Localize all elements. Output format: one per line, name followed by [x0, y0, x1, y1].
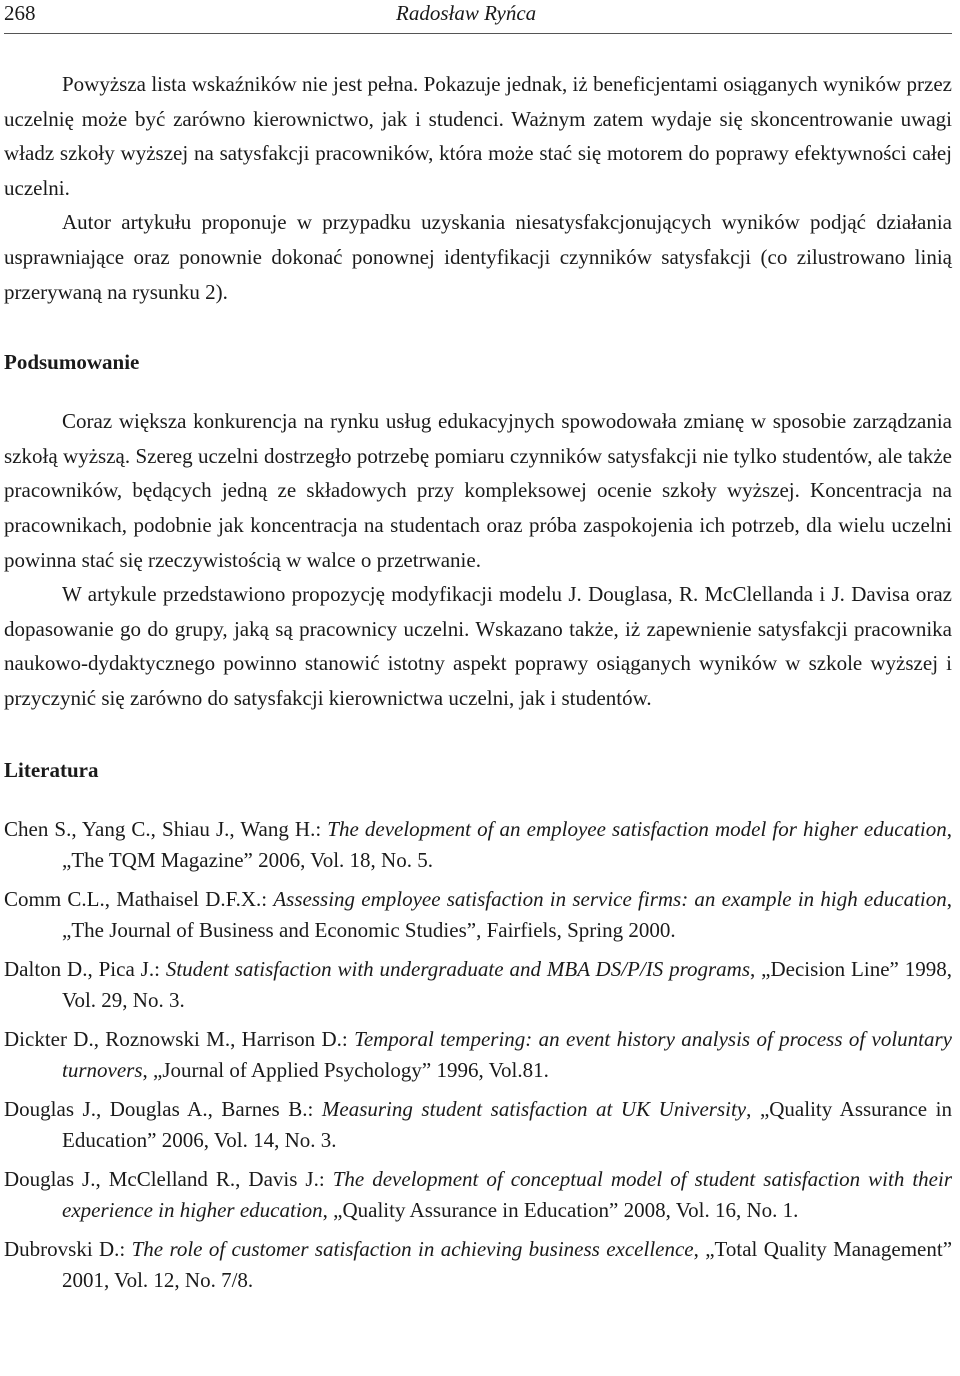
ref-title: Temporal tempering: an event history analysis of process of voluntary turnovers [62, 1026, 952, 1082]
ref-source: , „Total Quality Management” 2001, Vol. 12, No. 7/8. [62, 1236, 953, 1292]
summary-paragraph-1: Coraz większa konkurencja na rynku usług edukacyjnych spowodowała zmianę w sposobie zarządzania szkołą wyższą. Szereg uczelni dostrzegło potrzebę pomiaru czynników satysfakcji nie tylko studentów, ale także pracowników, będących jedną ze składowych przy kompleksowej ocenie szkoły wyższej. Koncentracja na pracownikach, podobnie jak koncentracja na studentach oraz próba zaspokojenia ich potrzeb, dla wielu uczelni powinna stać się rzeczywistością w walce o przetrwanie. [4, 409, 952, 572]
running-author: Radosław Ryńca [396, 1, 537, 25]
reference-item [4, 1094, 952, 1156]
ref-authors: Dickter D., Roznowski M., Harrison D.: [4, 1026, 355, 1051]
intro-paragraph-2: Autor artykułu proponuje w przypadku uzyskania niesatysfakcjonujących wyników podjąć działania usprawniające oraz ponownie dokonać ponownej identyfikacji czynników satysfakcji (co zilustrowano linią przerywaną na rysunku 2). [4, 210, 952, 304]
page [4, 0, 952, 1304]
ref-source: , „Quality Assurance in Education” 2008, Vol. 16, No. 1. [322, 1197, 799, 1222]
ref-source: , „The Journal of Business and Economic Studies”, Fairfiels, Spring 2000. [62, 886, 952, 942]
ref-title: The development of conceptual model of student satisfaction with their experience in higher education [62, 1166, 953, 1222]
ref-authors: Dalton D., Pica J.: [4, 956, 166, 981]
page-number: 268 [4, 1, 36, 25]
reference-item [4, 814, 952, 876]
reference-item [4, 954, 952, 1016]
ref-authors: Douglas J., McClelland R., Davis J.: [4, 1166, 333, 1191]
reference-item [4, 884, 952, 946]
reference-list [4, 814, 952, 1296]
ref-authors: Dubrovski D.: [4, 1236, 132, 1261]
ref-source: , „The TQM Magazine” 2006, Vol. 18, No. 5. [62, 816, 952, 872]
ref-authors: Douglas J., Douglas A., Barnes B.: [4, 1096, 322, 1121]
header-rule [4, 33, 952, 34]
summary-paragraph-2: W artykule przedstawiono propozycję modyfikacji modelu J. Douglasa, R. McClellanda i J. Davisa oraz dopasowanie go do grupy, jaką są pracownicy uczelni. Wskazano także, iż zapewnienie satysfakcji pracownika naukowo-dydaktycznego powinno stanowić istotny aspekt poprawy osiąganych wyników w szkole wyższej i przyczynić się zarówno do satysfakcji kierownictwa uczelni, jak i studentów. [4, 582, 952, 710]
ref-source: , „Journal of Applied Psychology” 1996, Vol.81. [142, 1057, 549, 1082]
ref-authors: Chen S., Yang C., Shiau J., Wang H.: [4, 816, 328, 841]
ref-title: Assessing employee satisfaction in service firms: an example in high education [273, 886, 947, 911]
running-header [4, 0, 952, 34]
ref-title: The development of an employee satisfaction model for higher education [327, 816, 947, 841]
intro-paragraph-1: Powyższa lista wskaźników nie jest pełna. Pokazuje jednak, iż beneficjentami osiąganych wyników przez uczelnię może być zarówno kierownictwo, jak i studenci. Ważnym zatem wydaje się skoncentrowanie uwagi władz szkoły wyższej na satysfakcji pracowników, która może stać się motorem do poprawy efektywności całej uczelni. [4, 72, 952, 200]
reference-item [4, 1234, 952, 1296]
ref-source: , „Quality Assurance in Education” 2006, Vol. 14, No. 3. [62, 1096, 953, 1152]
ref-source: , „Decision Line” 1998, Vol. 29, No. 3. [62, 956, 953, 1012]
reference-item [4, 1164, 952, 1226]
ref-title: Measuring student satisfaction at UK University [321, 1096, 747, 1121]
ref-authors: Comm C.L., Mathaisel D.F.X.: [4, 886, 274, 911]
ref-title: Student satisfaction with undergraduate and MBA DS/P/IS programs [165, 956, 751, 981]
reference-item [4, 1024, 952, 1086]
literature-heading: Literatura [4, 757, 99, 782]
summary-heading: Podsumowanie [4, 350, 140, 375]
ref-title: The role of customer satisfaction in achieving business excellence [131, 1236, 694, 1261]
